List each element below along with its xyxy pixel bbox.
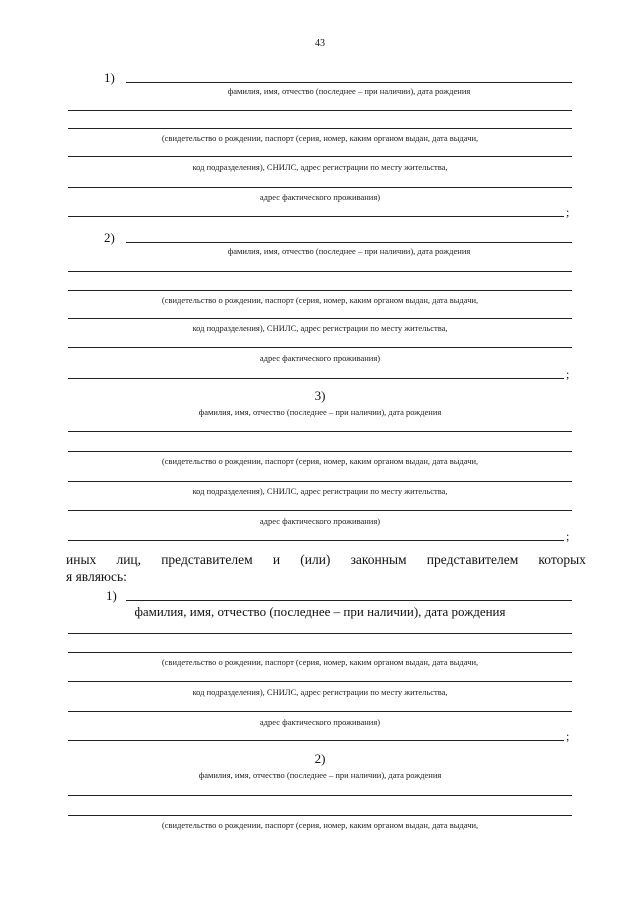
fill-line[interactable] (126, 242, 572, 243)
fill-line[interactable] (126, 82, 572, 83)
paragraph-line-2: я являюсь: (66, 569, 127, 584)
fill-line[interactable] (68, 216, 564, 217)
semicolon: ; (566, 367, 570, 381)
paragraph-word: которых (538, 552, 586, 567)
caption-code: код подразделения), СНИЛС, адрес регистрации по месту жительства, (192, 687, 448, 697)
caption-documents: (свидетельство о рождении, паспорт (серия, номер, каким органом выдан, дата выдачи, (161, 657, 479, 667)
caption-code: код подразделения), СНИЛС, адрес регистрации по месту жительства, (192, 162, 448, 172)
fill-line[interactable] (68, 318, 572, 319)
fill-line[interactable] (126, 600, 572, 601)
fill-line[interactable] (68, 156, 572, 157)
fill-line[interactable] (68, 431, 572, 432)
caption-fio: фамилия, имя, отчество (последнее – при наличии), дата рождения (198, 407, 442, 417)
caption-address: адрес фактического проживания) (259, 717, 381, 727)
caption-address: адрес фактического проживания) (259, 516, 381, 526)
fill-line[interactable] (68, 681, 572, 682)
fill-line[interactable] (68, 540, 564, 541)
caption-documents: (свидетельство о рождении, паспорт (серия, номер, каким органом выдан, дата выдачи, (161, 133, 479, 143)
fill-line[interactable] (68, 187, 572, 188)
fill-line[interactable] (68, 795, 572, 796)
fill-line[interactable] (68, 271, 572, 272)
caption-documents: (свидетельство о рождении, паспорт (серия, номер, каким органом выдан, дата выдачи, (161, 456, 479, 466)
caption-code: код подразделения), СНИЛС, адрес регистрации по месту жительства, (192, 323, 448, 333)
fill-line[interactable] (68, 378, 564, 379)
fill-line[interactable] (68, 347, 572, 348)
semicolon: ; (566, 529, 570, 543)
semicolon: ; (566, 729, 570, 743)
caption-fio: фамилия, имя, отчество (последнее – при наличии), дата рождения (198, 770, 442, 780)
paragraph-word: и (272, 552, 281, 567)
caption-fio: фамилия, имя, отчество (последнее – при наличии), дата рождения (227, 86, 471, 96)
caption-code: код подразделения), СНИЛС, адрес регистрации по месту жительства, (192, 486, 448, 496)
semicolon: ; (566, 205, 570, 219)
paragraph-word: (или) (300, 552, 331, 567)
paragraph-word: представителем (161, 552, 253, 567)
fill-line[interactable] (68, 128, 572, 129)
caption-address: адрес фактического проживания) (259, 353, 381, 363)
paragraph-word: законным (350, 552, 407, 567)
fill-line[interactable] (68, 652, 572, 653)
item-number-3: 3) (314, 388, 326, 403)
fill-line[interactable] (68, 451, 572, 452)
fill-line[interactable] (68, 740, 564, 741)
fill-line[interactable] (68, 510, 572, 511)
paragraph-word: иных (66, 552, 97, 567)
paragraph-word: представителем (426, 552, 519, 567)
caption-fio: фамилия, имя, отчество (последнее – при наличии), дата рождения (134, 604, 506, 619)
item-number-2: 2) (314, 751, 326, 766)
fill-line[interactable] (68, 633, 572, 634)
paragraph-word: лиц, (116, 552, 142, 567)
item-number-1: 1) (104, 70, 115, 85)
caption-fio: фамилия, имя, отчество (последнее – при наличии), дата рождения (227, 246, 471, 256)
item-number-2: 2) (104, 230, 115, 245)
caption-address: адрес фактического проживания) (259, 192, 381, 202)
fill-line[interactable] (68, 481, 572, 482)
fill-line[interactable] (68, 711, 572, 712)
fill-line[interactable] (68, 290, 572, 291)
fill-line[interactable] (68, 110, 572, 111)
item-number-1: 1) (106, 588, 117, 603)
caption-documents: (свидетельство о рождении, паспорт (серия, номер, каким органом выдан, дата выдачи, (161, 295, 479, 305)
caption-documents: (свидетельство о рождении, паспорт (серия, номер, каким органом выдан, дата выдачи, (161, 820, 479, 830)
paragraph-line-1 (66, 551, 586, 568)
page-number: 43 (315, 38, 325, 49)
fill-line[interactable] (68, 815, 572, 816)
paragraph-other-persons (66, 551, 586, 585)
